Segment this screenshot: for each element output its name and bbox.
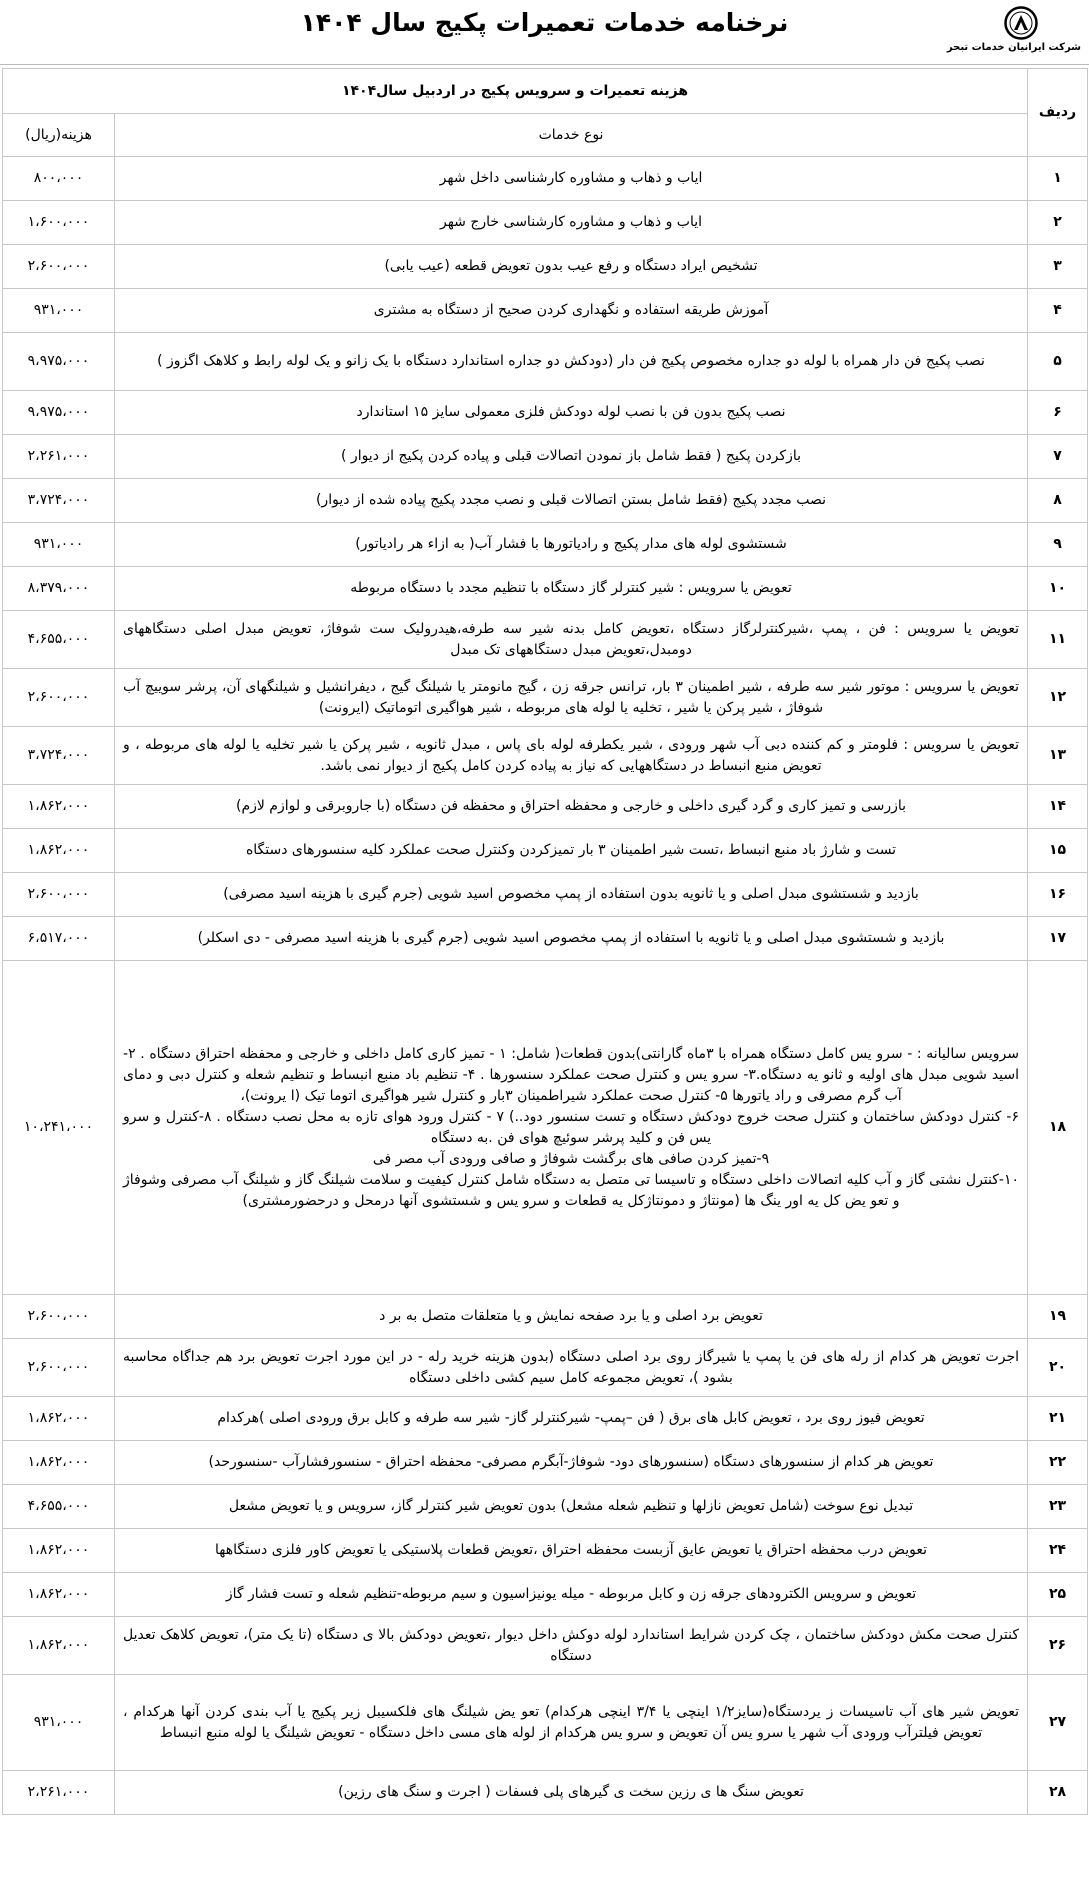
service-cost: ۹۳۱،۰۰۰	[3, 523, 115, 567]
service-cost: ۱،۶۰۰،۰۰۰	[3, 201, 115, 245]
service-cost: ۳،۷۲۴،۰۰۰	[3, 479, 115, 523]
table-row	[3, 1295, 1088, 1339]
table-row	[3, 727, 1088, 785]
table-row	[3, 245, 1088, 289]
row-number: ۱۰	[1028, 567, 1088, 611]
table-row	[3, 157, 1088, 201]
service-cost: ۹۳۱،۰۰۰	[3, 289, 115, 333]
service-cost: ۲،۶۰۰،۰۰۰	[3, 873, 115, 917]
service-cost: ۲،۶۰۰،۰۰۰	[3, 1339, 115, 1397]
service-description: تعویض و سرویس الکترودهای جرقه زن و کابل مربوطه - میله یونیزاسیون و سیم مربوطه-تنظیم شعله و تست فشار گاز	[115, 1573, 1028, 1617]
table-row	[3, 523, 1088, 567]
row-number: ۱۵	[1028, 829, 1088, 873]
row-number: ۶	[1028, 391, 1088, 435]
table-row	[3, 391, 1088, 435]
table-row	[3, 1771, 1088, 1815]
service-description: آموزش طریقه استفاده و نگهداری کردن صحیح از دستگاه به مشتری	[115, 289, 1028, 333]
service-description: تعویض یا سرویس : فلومتر و کم کننده دبی آب شهر ورودی ، شیر یکطرفه لوله بای پاس ، مبدل ثانویه ، شیر پرکن یا شیر تخلیه یا لوله های مربوطه ، و تعویض منبع انبساط در دستگاههایی که نیاز به پیاده کردن کامل پکیج از دیوار نمی باشد.	[115, 727, 1028, 785]
table-row	[3, 669, 1088, 727]
header	[0, 0, 1089, 65]
service-description: سرویس سالیانه : - سرو یس کامل دستگاه همراه با ۳ماه گارانتی)بدون قطعات( شامل: ۱ - تمیز کاری کامل داخلی و خارجی و محفظه احتراق دستگاه . ۲- اسید شویی مبدل های اولیه و ثانو یه دستگاه.۳- سرو یس و کنترل صحت عملکرد سنسورها . ۴- تنظیم باد منبع انبساط و تنظیم شعله و کنترل دبی و دمای آب گرم مصرفی و راد یاتورها ۵- کنترل صحت عملکرد شیراطمینان ۳بار و کنترل شیر هواگیری اتوما تیک (ا یرونت)، ۶- کنترل دودکش ساختمان و کنترل صحت خروج دودکش دستگاه و تست سنسور دود..) ۷ - کنترل ورود هوای تازه به محل نصب دستگاه . ۸-کنترل و سرو یس فن و کلید پرشر سوئیچ هوای فن .به دستگاه ۹-تمیز کردن صافی های برگشت شوفاژ و صافی ورودی آب مصر فی ۱۰-کنترل نشتی گاز و آب کلیه اتصالات داخلی دستگاه و تاسیسا تی متصل به دستگاه شامل کنترل کیفیت و سلامت شیلنگ گاز و شیلنگ آب مصرفی وشوفاژ و تعو یض کل یه اور ینگ ها (مونتاژ و دمونتاژکل یه قطعات و سرو یس و شستشوی آنها درمحل و درحضورمشتری)	[115, 961, 1028, 1295]
table-row	[3, 1339, 1088, 1397]
row-number: ۱۷	[1028, 917, 1088, 961]
service-description: بازدید و شستشوی مبدل اصلی و یا ثانویه با استفاده از پمپ مخصوص اسید شویی (جرم گیری با هزینه اسید مصرفی - دی اسکلر)	[115, 917, 1028, 961]
row-number: ۵	[1028, 333, 1088, 391]
row-number-header: ردیف	[1028, 69, 1088, 157]
table-row	[3, 1485, 1088, 1529]
table-row	[3, 435, 1088, 479]
table-row	[3, 785, 1088, 829]
service-cost: ۹،۹۷۵،۰۰۰	[3, 391, 115, 435]
row-number: ۱۳	[1028, 727, 1088, 785]
row-number: ۳	[1028, 245, 1088, 289]
service-description: شستشوی لوله های مدار پکیج و رادیاتورها با فشار آب( به ازاء هر رادیاتور)	[115, 523, 1028, 567]
service-description: نصب مجدد پکیج (فقط شامل بستن اتصالات قبلی و نصب مجدد پکیج پیاده شده از دیوار)	[115, 479, 1028, 523]
table-row	[3, 479, 1088, 523]
table-row	[3, 829, 1088, 873]
service-description: تبدیل نوع سوخت (شامل تعویض نازلها و تنظیم شعله مشعل) بدون تعویض شیر کنترلر گاز، سرویس و یا تعویض مشعل	[115, 1485, 1028, 1529]
service-cost: ۱،۸۶۲،۰۰۰	[3, 1573, 115, 1617]
table-row	[3, 201, 1088, 245]
row-number: ۲۲	[1028, 1441, 1088, 1485]
row-number: ۲۸	[1028, 1771, 1088, 1815]
table-row	[3, 1441, 1088, 1485]
row-number: ۷	[1028, 435, 1088, 479]
service-cost: ۸۰۰،۰۰۰	[3, 157, 115, 201]
service-cost: ۳،۷۲۴،۰۰۰	[3, 727, 115, 785]
service-cost: ۱،۸۶۲،۰۰۰	[3, 1397, 115, 1441]
table-row	[3, 1529, 1088, 1573]
row-number: ۲۱	[1028, 1397, 1088, 1441]
row-number: ۲۶	[1028, 1617, 1088, 1675]
service-cost: ۲،۲۶۱،۰۰۰	[3, 1771, 115, 1815]
service-cost: ۶،۵۱۷،۰۰۰	[3, 917, 115, 961]
row-number: ۱۲	[1028, 669, 1088, 727]
service-description: ایاب و ذهاب و مشاوره کارشناسی داخل شهر	[115, 157, 1028, 201]
row-number: ۴	[1028, 289, 1088, 333]
row-number: ۹	[1028, 523, 1088, 567]
company-logo-icon	[1004, 6, 1038, 40]
table-row	[3, 289, 1088, 333]
service-description: نصب پکیج فن دار همراه با لوله دو جداره مخصوص پکیج فن دار (دودکش دو جداره استاندارد دستگاه با یک زانو و یک لوله رابط و کلاهک اگزوز )	[115, 333, 1028, 391]
company-name: شرکت ایرانیان خدمات تبحر	[946, 42, 1081, 53]
service-cost: ۲،۶۰۰،۰۰۰	[3, 669, 115, 727]
service-cost: ۴،۶۵۵،۰۰۰	[3, 611, 115, 669]
row-number: ۱۴	[1028, 785, 1088, 829]
service-description: تعویض برد اصلی و یا برد صفحه نمایش و یا متعلقات متصل به بر د	[115, 1295, 1028, 1339]
service-description: نصب پکیج بدون فن با نصب لوله دودکش فلزی معمولی سایز ۱۵ استاندارد	[115, 391, 1028, 435]
service-description: اجرت تعویض هر کدام از رله های فن یا پمپ یا شیرگاز روی برد اصلی دستگاه (بدون هزینه خرید رله - در این مورد اجرت تعویض برد هم جداگاه محاسبه بشود )، تعویض مجموعه کامل سیم کشی داخلی دستگاه	[115, 1339, 1028, 1397]
rates-table	[2, 68, 1088, 1815]
cost-header: هزینه(ریال)	[3, 114, 115, 157]
service-type-header: نوع خدمات	[115, 114, 1028, 157]
service-description: تشخیص ایراد دستگاه و رفع عیب بدون تعویض قطعه (عیب یابی)	[115, 245, 1028, 289]
service-cost: ۹۳۱،۰۰۰	[3, 1675, 115, 1771]
service-description: تعویض شیر های آب تاسیسات ز یردستگاه(سایز۱/۲ اینچی یا ۳/۴ اینچی هرکدام) تعو یض شیلنگ های فلکسیبل زیر پکیج یا آب بندی کردن آنها هرکدام ، تعویض فیلترآب ورودی آب شهر یا سرو یس آن تعویض و سرو یس هرکدام از لوله های مسی داخل دستگاه - تعویض شیلنگ یا لوله منبع انبساط	[115, 1675, 1028, 1771]
service-cost: ۱۰،۲۴۱،۰۰۰	[3, 961, 115, 1295]
row-number: ۲	[1028, 201, 1088, 245]
service-cost: ۱،۸۶۲،۰۰۰	[3, 1529, 115, 1573]
row-number: ۲۰	[1028, 1339, 1088, 1397]
row-number: ۱۹	[1028, 1295, 1088, 1339]
service-cost: ۱،۸۶۲،۰۰۰	[3, 829, 115, 873]
service-description: تعویض یا سرویس : شیر کنترلر گاز دستگاه با تنظیم مجدد با دستگاه مربوطه	[115, 567, 1028, 611]
table-row	[3, 567, 1088, 611]
service-cost: ۸،۳۷۹،۰۰۰	[3, 567, 115, 611]
service-cost: ۲،۲۶۱،۰۰۰	[3, 435, 115, 479]
service-description: تعویض فیوز روی برد ، تعویض کابل های برق ( فن –پمپ- شیرکنترلر گاز- شیر سه طرفه و کابل برق ورودی اصلی )هرکدام	[115, 1397, 1028, 1441]
table-row	[3, 1617, 1088, 1675]
row-number: ۲۵	[1028, 1573, 1088, 1617]
service-description: تعویض درب محفظه احتراق یا تعویض عایق آزبست محفظه احتراق ،تعویض قطعات پلاستیکی یا تعویض کاور فلزی دستگاهها	[115, 1529, 1028, 1573]
table-title: هزینه تعمیرات و سرویس پکیج در اردبیل سال۱۴۰۴	[3, 69, 1028, 114]
service-description: تعویض یا سرویس : فن ، پمپ ،شیرکنترلرگاز دستگاه ،تعویض کامل بدنه شیر سه طرفه،هیدرولیک ست شوفاژ، تعویض مبدل اصلی دستگاههای دومبدل،تعویض مبدل دستگاههای تک مبدل	[115, 611, 1028, 669]
service-cost: ۱،۸۶۲،۰۰۰	[3, 1617, 115, 1675]
service-description: تعویض سنگ ها ی رزین سخت ی گیرهای پلی فسفات ( اجرت و سنگ های رزین)	[115, 1771, 1028, 1815]
service-description: بازدید و شستشوی مبدل اصلی و یا ثانویه بدون استفاده از پمپ مخصوص اسید شویی (جرم گیری با هزینه اسید مصرفی)	[115, 873, 1028, 917]
page-title: نرخنامه خدمات تعمیرات پکیج سال ۱۴۰۴	[300, 8, 789, 37]
service-cost: ۲،۶۰۰،۰۰۰	[3, 245, 115, 289]
table-row	[3, 961, 1088, 1295]
table-row	[3, 873, 1088, 917]
service-description: تعویض هر کدام از سنسورهای دستگاه (سنسورهای دود- شوفاژ-آبگرم مصرفی- محفظه احتراق - سنسورفشارآب -سنسورحد)	[115, 1441, 1028, 1485]
row-number: ۱	[1028, 157, 1088, 201]
service-cost: ۱،۸۶۲،۰۰۰	[3, 785, 115, 829]
table-body	[3, 157, 1088, 1815]
company-logo	[946, 6, 1081, 53]
table-row	[3, 1675, 1088, 1771]
table-row	[3, 1397, 1088, 1441]
row-number: ۲۴	[1028, 1529, 1088, 1573]
row-number: ۱۸	[1028, 961, 1088, 1295]
service-description: کنترل صحت مکش دودکش ساختمان ، چک کردن شرایط استاندارد لوله دوکش داخل دیوار ،تعویض دودکش بالا ی دستگاه (تا یک متر)، تعویض کلاهک تعدیل دستگاه	[115, 1617, 1028, 1675]
row-number: ۱۶	[1028, 873, 1088, 917]
service-description: تست و شارژ باد منبع انبساط ،تست شیر اطمینان ۳ بار تمیزکردن وکنترل صحت عملکرد کلیه سنسورهای دستگاه	[115, 829, 1028, 873]
table-row	[3, 611, 1088, 669]
service-description: تعویض یا سرویس : موتور شیر سه طرفه ، شیر اطمینان ۳ بار، ترانس جرقه زن ، گیج مانومتر یا شیلنگ گیج ، دیفرانشیل و شیلنگهای آن، پرشر سوییچ آب شوفاژ ، شیر پرکن یا شیر ، تخلیه یا لوله های مربوطه ، شیر هواگیری اتوماتیک (ایرونت)	[115, 669, 1028, 727]
service-cost: ۴،۶۵۵،۰۰۰	[3, 1485, 115, 1529]
service-description: بازکردن پکیج ( فقط شامل باز نمودن اتصالات قبلی و پیاده کردن پکیج از دیوار )	[115, 435, 1028, 479]
service-cost: ۲،۶۰۰،۰۰۰	[3, 1295, 115, 1339]
table-row	[3, 1573, 1088, 1617]
service-cost: ۹،۹۷۵،۰۰۰	[3, 333, 115, 391]
row-number: ۲۳	[1028, 1485, 1088, 1529]
table-row	[3, 917, 1088, 961]
service-cost: ۱،۸۶۲،۰۰۰	[3, 1441, 115, 1485]
service-description: ایاب و ذهاب و مشاوره کارشناسی خارج شهر	[115, 201, 1028, 245]
service-description: بازرسی و تمیز کاری و گرد گیری داخلی و خارجی و محفظه احتراق و محفظه فن دستگاه (با جاروبرقی و لوازم لازم)	[115, 785, 1028, 829]
row-number: ۲۷	[1028, 1675, 1088, 1771]
row-number: ۱۱	[1028, 611, 1088, 669]
table-row	[3, 333, 1088, 391]
row-number: ۸	[1028, 479, 1088, 523]
